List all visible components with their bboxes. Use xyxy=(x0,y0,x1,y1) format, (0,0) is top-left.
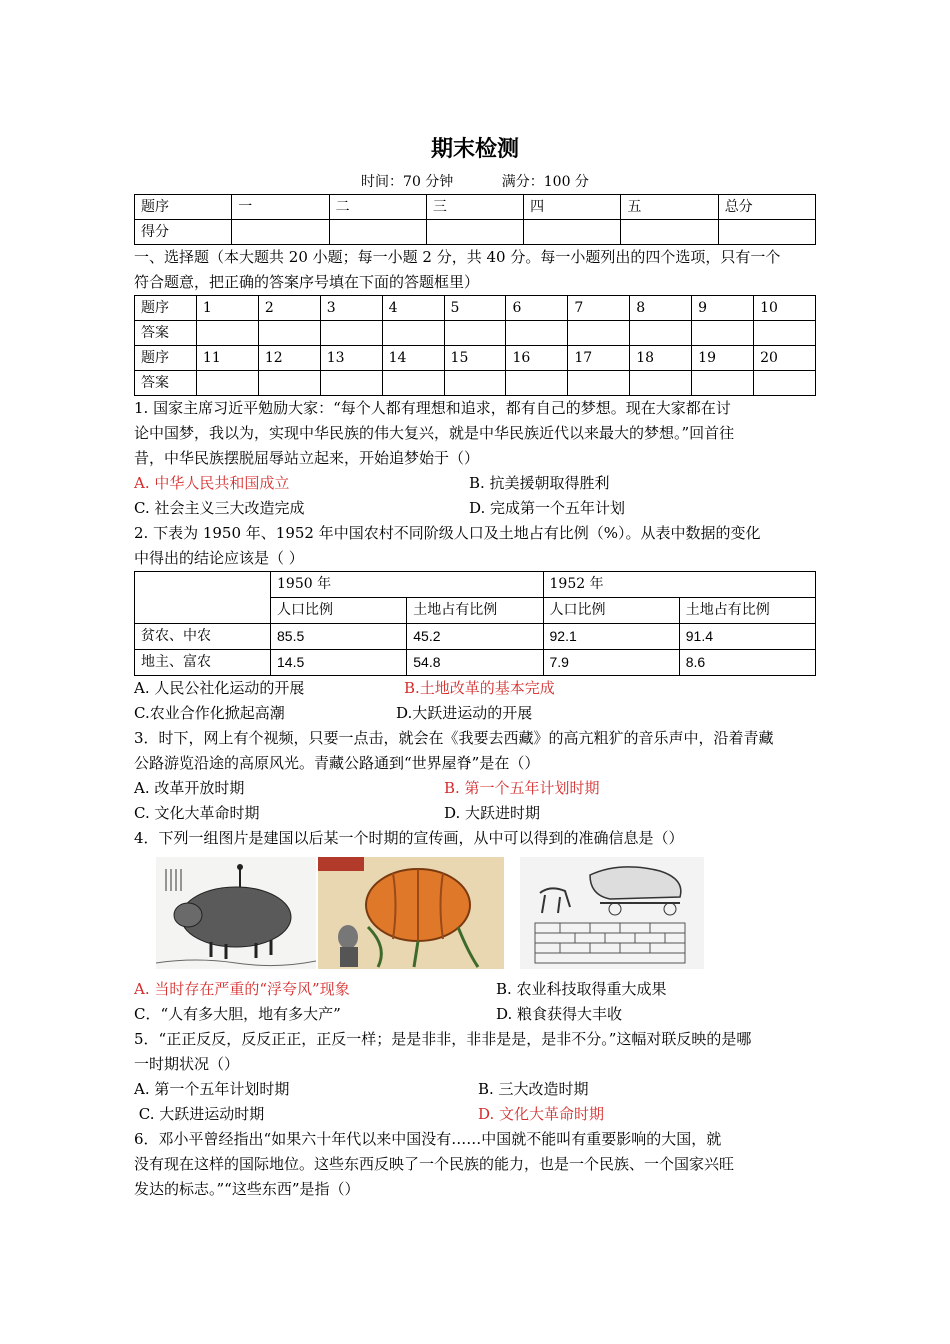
q2-col-land: 土地占有比例 xyxy=(679,598,815,624)
q2-option-b[interactable]: B.土地改革的基本完成 xyxy=(404,679,555,697)
question-number-cell: 1 xyxy=(196,296,258,321)
time-limit: 时间：70 分钟 xyxy=(361,174,454,190)
section1-intro-line2: 符合题意，把正确的答案序号填在下面的答题框里） xyxy=(134,273,480,291)
exam-page xyxy=(134,130,816,1202)
question-number-cell: 6 xyxy=(506,296,568,321)
q3-option-a[interactable]: A. 改革开放时期 xyxy=(134,779,245,797)
score-cell[interactable] xyxy=(718,220,815,245)
score-cell[interactable] xyxy=(524,220,621,245)
question-number-cell: 15 xyxy=(444,346,506,371)
q1-option-a[interactable]: A. 中华人民共和国成立 xyxy=(134,474,290,492)
answer-cell[interactable] xyxy=(320,321,382,346)
score-header-cell: 二 xyxy=(329,195,426,220)
giant-pumpkin-image xyxy=(318,857,504,969)
q2-value: 7.9 xyxy=(543,650,679,676)
q5-stem-line1: 5．“正正反反，反反正正，正反一样；是是非非，非非是是，是非不分。”这幅对联反映的是哪 xyxy=(134,1030,752,1048)
q3-option-c[interactable]: C. 文化大革命时期 xyxy=(134,804,260,822)
q2-options-row xyxy=(134,676,816,701)
q2-value: 91.4 xyxy=(679,624,815,650)
q3-options-row xyxy=(134,776,816,801)
answer-cell[interactable] xyxy=(320,371,382,396)
score-cell[interactable] xyxy=(232,220,329,245)
q2-options-row xyxy=(134,701,816,726)
score-header-cell: 三 xyxy=(426,195,523,220)
q3-option-d[interactable]: D. 大跃进时期 xyxy=(444,804,541,822)
q6-stem-line3: 发达的标志。”“这些东西”是指（） xyxy=(134,1180,360,1198)
exam-meta xyxy=(134,170,816,194)
score-cell[interactable] xyxy=(329,220,426,245)
answer-cell[interactable] xyxy=(444,321,506,346)
score-table xyxy=(134,194,816,245)
q1-option-d[interactable]: D. 完成第一个五年计划 xyxy=(469,499,626,517)
q3-stem-line2: 公路游览沿途的高原风光。青藏公路通到“世界屋脊”是在（） xyxy=(134,754,540,772)
score-header-cell: 总分 xyxy=(718,195,815,220)
answer-cell[interactable] xyxy=(258,321,320,346)
q5-option-c[interactable]: C. 大跃进运动时期 xyxy=(134,1105,265,1123)
answer-cell[interactable] xyxy=(630,371,692,396)
answer-cell[interactable] xyxy=(754,321,816,346)
table-row xyxy=(135,624,816,650)
score-header-cell: 四 xyxy=(524,195,621,220)
cart-image xyxy=(520,857,704,969)
q2-col-population: 人口比例 xyxy=(271,598,407,624)
score-table-header-row xyxy=(135,195,816,220)
question-number-cell: 3 xyxy=(320,296,382,321)
answer-cell[interactable] xyxy=(506,321,568,346)
answer-cell[interactable] xyxy=(630,321,692,346)
giant-pig-image xyxy=(156,857,316,969)
q6-stem-line2: 没有现在这样的国际地位。这些东西反映了一个民族的能力，也是一个民族、一个国家兴旺 xyxy=(134,1155,735,1173)
q2-stem-line2: 中得出的结论应该是（ ） xyxy=(134,549,304,567)
q1-options-row xyxy=(134,471,816,496)
q5-stem-line2: 一时期状况（） xyxy=(134,1055,240,1073)
question-number-cell: 7 xyxy=(568,296,630,321)
q1-option-c[interactable]: C. 社会主义三大改造完成 xyxy=(134,499,305,517)
score-table-score-row xyxy=(135,220,816,245)
question-number-cell: 16 xyxy=(506,346,568,371)
q4-option-b[interactable]: B. 农业科技取得重大成果 xyxy=(496,980,667,998)
score-header-cell: 五 xyxy=(621,195,718,220)
answer-cell[interactable] xyxy=(196,321,258,346)
q2-col-population: 人口比例 xyxy=(543,598,679,624)
q6-stem-line1: 6．邓小平曾经指出“如果六十年代以来中国没有……中国就不能叫有重要影响的大国，就 xyxy=(134,1130,722,1148)
q5-option-a[interactable]: A. 第一个五年计划时期 xyxy=(134,1080,290,1098)
q4-propaganda-images xyxy=(134,853,816,973)
q5-options-row xyxy=(134,1077,816,1102)
question-number-cell: 5 xyxy=(444,296,506,321)
answer-cell[interactable] xyxy=(196,371,258,396)
question-number-cell: 17 xyxy=(568,346,630,371)
answer-table-qnum-row xyxy=(135,346,816,371)
q2-stem-line1: 2. 下表为 1950 年、1952 年中国农村不同阶级人口及土地占有比例（%）。从表中数据的变化 xyxy=(134,524,761,542)
question-number-cell: 4 xyxy=(382,296,444,321)
answer-row-label: 答案 xyxy=(135,321,197,346)
q2-corner-cell xyxy=(135,572,271,624)
q2-option-d[interactable]: D.大跃进运动的开展 xyxy=(396,704,533,722)
full-score: 满分：100 分 xyxy=(501,174,589,190)
question-number-cell: 18 xyxy=(630,346,692,371)
q2-value: 85.5 xyxy=(271,624,407,650)
answer-row-label: 题序 xyxy=(135,296,197,321)
score-header-cell: 题序 xyxy=(135,195,232,220)
q2-year-row xyxy=(135,572,816,598)
q2-value: 8.6 xyxy=(679,650,815,676)
q1-stem-line2: 论中国梦，我以为，实现中华民族的伟大复兴，就是中华民族近代以来最大的梦想。”回首往 xyxy=(134,424,735,442)
score-cell[interactable] xyxy=(426,220,523,245)
answer-row-label: 答案 xyxy=(135,371,197,396)
question-number-cell: 19 xyxy=(692,346,754,371)
q4-option-c[interactable]: C．“人有多大胆，地有多大产” xyxy=(134,1005,341,1023)
q1-stem-line1: 1. 国家主席习近平勉励大家：“每个人都有理想和追求，都有自己的梦想。现在大家都在讨 xyxy=(134,399,731,417)
q4-option-d[interactable]: D. 粮食获得大丰收 xyxy=(496,1005,623,1023)
q2-option-c[interactable]: C.农业合作化掀起高潮 xyxy=(134,704,285,722)
q2-row-label: 贫农、中农 xyxy=(135,624,271,650)
answer-cell[interactable] xyxy=(568,371,630,396)
table-row xyxy=(135,650,816,676)
page-title: 期末检测 xyxy=(430,137,519,162)
q1-option-b[interactable]: B. 抗美援朝取得胜利 xyxy=(469,474,610,492)
question-number-cell: 20 xyxy=(754,346,816,371)
answer-table-answer-row xyxy=(135,371,816,396)
question-number-cell: 14 xyxy=(382,346,444,371)
q1-options-row xyxy=(134,496,816,521)
q4-stem-line1: 4．下列一组图片是建国以后某一个时期的宣传画，从中可以得到的准确信息是（） xyxy=(134,829,684,847)
q2-value: 54.8 xyxy=(407,650,543,676)
q2-col-land: 土地占有比例 xyxy=(407,598,543,624)
q4-options-row xyxy=(134,1002,816,1027)
answer-cell[interactable] xyxy=(258,371,320,396)
answer-cell[interactable] xyxy=(382,371,444,396)
q2-year-1950: 1950 年 xyxy=(271,572,544,598)
q3-option-b[interactable]: B. 第一个五年计划时期 xyxy=(444,779,600,797)
question-number-cell: 2 xyxy=(258,296,320,321)
question-number-cell: 11 xyxy=(196,346,258,371)
q3-options-row xyxy=(134,801,816,826)
q2-data-table xyxy=(134,571,816,676)
answer-table xyxy=(134,295,816,396)
q2-value: 14.5 xyxy=(271,650,407,676)
answer-cell[interactable] xyxy=(568,321,630,346)
answer-table-qnum-row xyxy=(135,296,816,321)
q4-options-row xyxy=(134,977,816,1002)
q2-row-label: 地主、富农 xyxy=(135,650,271,676)
question-number-cell: 13 xyxy=(320,346,382,371)
answer-table-answer-row xyxy=(135,321,816,346)
answer-cell[interactable] xyxy=(382,321,444,346)
question-number-cell: 8 xyxy=(630,296,692,321)
score-row-label: 得分 xyxy=(135,220,232,245)
answer-row-label: 题序 xyxy=(135,346,197,371)
q5-option-d[interactable]: D. 文化大革命时期 xyxy=(478,1105,605,1123)
answer-cell[interactable] xyxy=(506,371,568,396)
answer-cell[interactable] xyxy=(692,321,754,346)
question-number-cell: 9 xyxy=(692,296,754,321)
q2-value: 45.2 xyxy=(407,624,543,650)
answer-cell[interactable] xyxy=(692,371,754,396)
q3-stem-line1: 3．时下，网上有个视频，只要一点击，就会在《我要去西藏》的高亢粗犷的音乐声中，沿着青藏 xyxy=(134,729,774,747)
score-cell[interactable] xyxy=(621,220,718,245)
q2-value: 92.1 xyxy=(543,624,679,650)
answer-cell[interactable] xyxy=(444,371,506,396)
section1-intro-line1: 一、选择题（本大题共 20 小题；每一小题 2 分，共 40 分。每一小题列出的四个选项，只有一个 xyxy=(134,248,781,266)
q4-option-a[interactable]: A. 当时存在严重的“浮夸风”现象 xyxy=(134,980,350,998)
q5-option-b[interactable]: B. 三大改造时期 xyxy=(478,1080,589,1098)
score-header-cell: 一 xyxy=(232,195,329,220)
q1-stem-line3: 昔，中华民族摆脱屈辱站立起来，开始追梦始于（） xyxy=(134,449,480,467)
answer-cell[interactable] xyxy=(754,371,816,396)
q2-year-1952: 1952 年 xyxy=(543,572,816,598)
q2-option-a[interactable]: A. 人民公社化运动的开展 xyxy=(134,679,305,697)
q5-options-row xyxy=(134,1102,816,1127)
question-number-cell: 12 xyxy=(258,346,320,371)
question-number-cell: 10 xyxy=(754,296,816,321)
